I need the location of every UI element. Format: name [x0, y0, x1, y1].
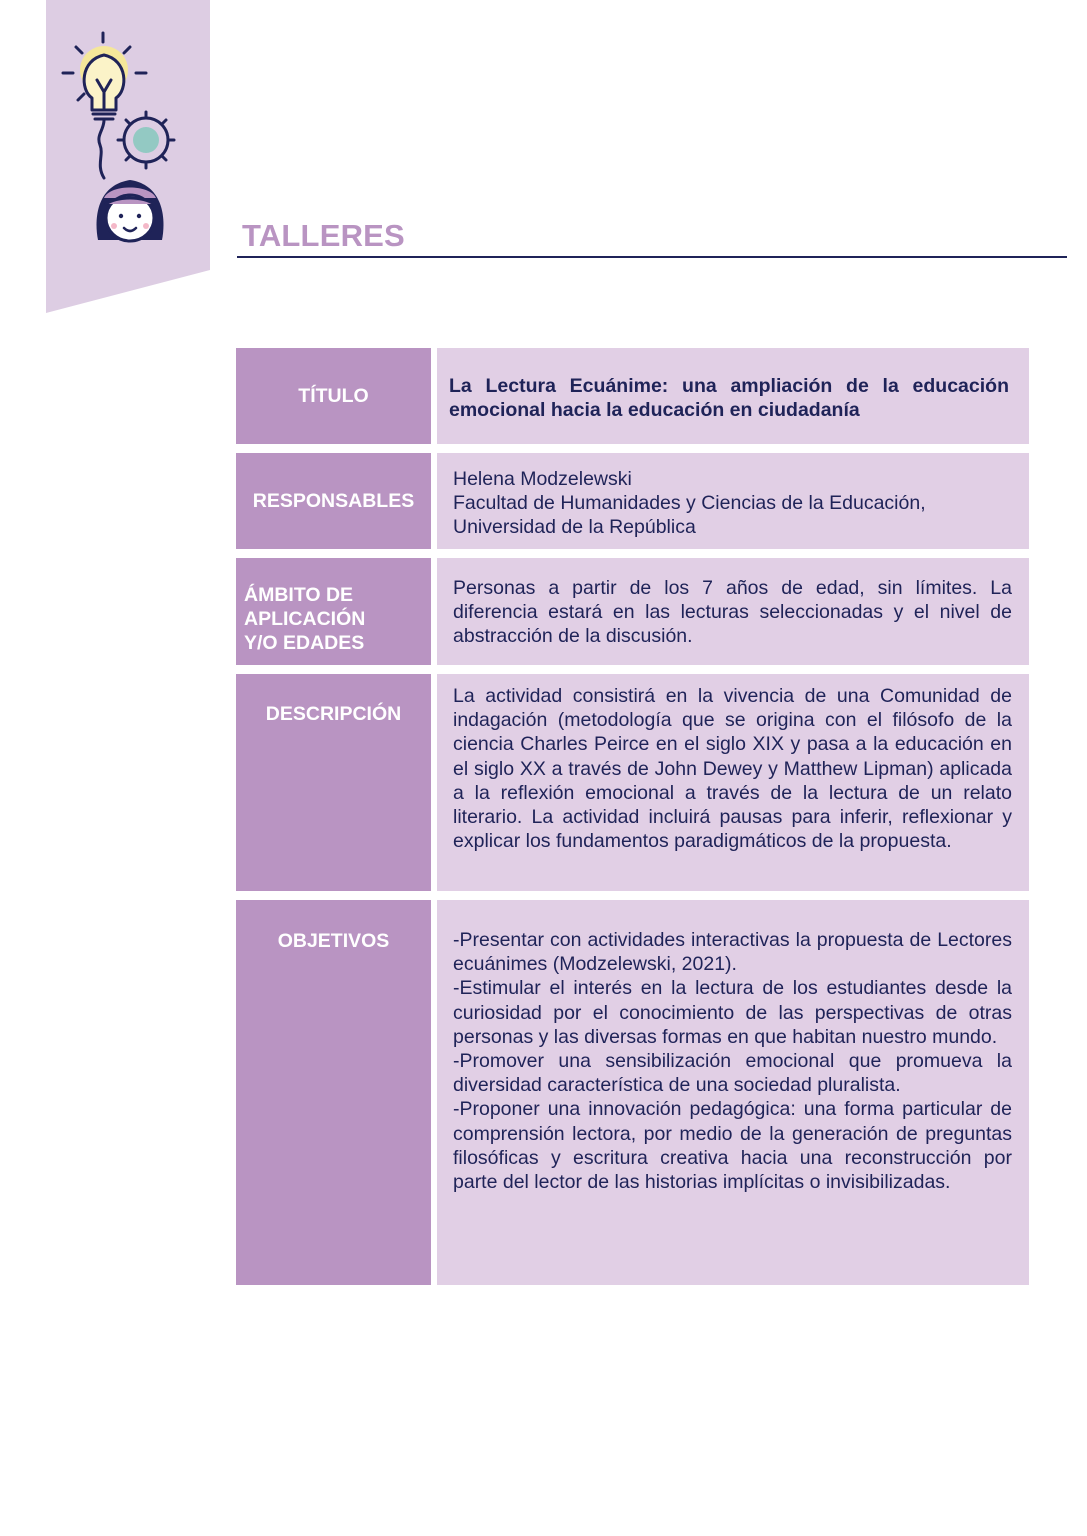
- objetivo-item: -Estimular el interés en la lectura de los estudiantes desde la curiosidad por el conocimiento de las perspectivas de otras personas y las diversas formas en que habitan nuestro mundo.: [453, 977, 1012, 1048]
- section-title: TALLERES: [242, 218, 405, 253]
- value-ambito: Personas a partir de los 7 años de edad, sin límites. La diferencia estará en las lecturas seleccionadas y el nivel de abstracción de la discusión.: [437, 558, 1029, 665]
- title-divider: [237, 256, 1067, 258]
- label-responsables: RESPONSABLES: [236, 453, 431, 549]
- row-descripcion: [236, 674, 1029, 891]
- label-ambito-line-3: Y/O EDADES: [244, 631, 365, 654]
- row-ambito: [236, 558, 1029, 665]
- label-ambito: [236, 558, 431, 665]
- responsable-faculty: Facultad de Humanidades y Ciencias de la Educación,: [453, 492, 926, 515]
- header-banner: [0, 0, 215, 320]
- value-titulo: La Lectura Ecuánime: una ampliación de la educación emocional hacia la educación en ciudadanía: [437, 348, 1029, 444]
- label-descripcion: DESCRIPCIÓN: [236, 674, 431, 891]
- label-objetivos: OBJETIVOS: [236, 900, 431, 1285]
- objetivo-item: -Promover una sensibilización emocional que promueva la diversidad característica de una sociedad pluralista.: [453, 1050, 1012, 1097]
- row-responsables: [236, 453, 1029, 549]
- label-ambito-line-1: ÁMBITO DE: [244, 583, 354, 606]
- objetivo-item: -Presentar con actividades interactivas la propuesta de Lectores ecuánimes (Modzelewski, 2021).: [453, 929, 1012, 976]
- responsable-name: Helena Modzelewski: [453, 468, 632, 490]
- objetivo-item: -Proponer una innovación pedagógica: una forma particular de comprensión lectora, por medio de la generación de preguntas filosóficas y escritura creativa hacia una reconstrucción por parte del lector de las historias implícitas o invisibilizadas.: [453, 1098, 1012, 1194]
- responsable-university: Universidad de la República: [453, 516, 696, 539]
- label-titulo: TÍTULO: [236, 348, 431, 444]
- row-objetivos: [236, 900, 1029, 1285]
- workshop-table: [236, 348, 1029, 1294]
- value-descripcion: La actividad consistirá en la vivencia de una Comunidad de indagación (metodología que se origina con el filósofo de la ciencia Charles Peirce en el siglo XIX y pasa a la educación en el siglo XX a través de John Dewey y Matthew Lipman) aplicada a la reflexión emocional a través de la lectura de un relato literario. La actividad incluirá pausas para inferir, reflexionar y explicar los fundamentos paradigmáticos de la propuesta.: [437, 674, 1029, 891]
- row-titulo: [236, 348, 1029, 444]
- label-ambito-line-2: APLICACIÓN: [244, 607, 366, 630]
- value-responsables: [437, 453, 1029, 549]
- value-objetivos: [437, 900, 1029, 1285]
